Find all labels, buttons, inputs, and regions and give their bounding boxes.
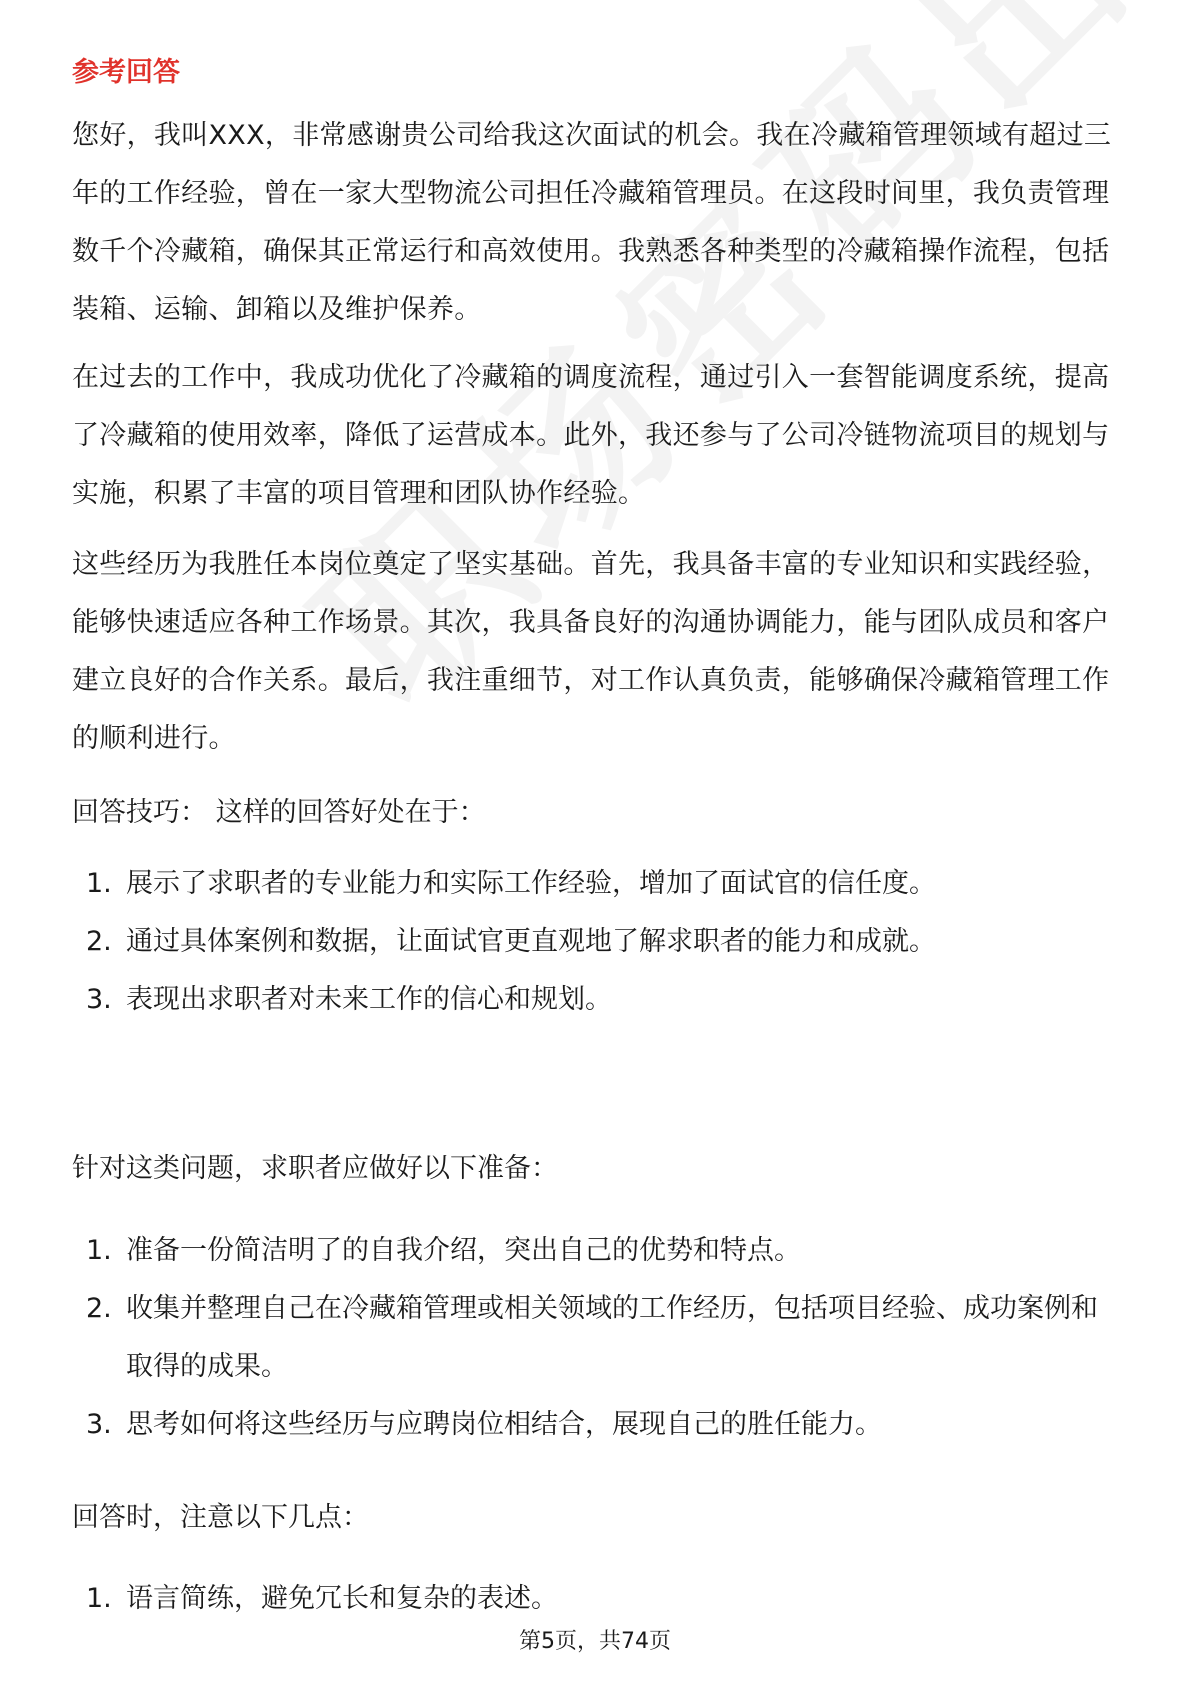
list-item bbox=[86, 1396, 1118, 1454]
list-text: 收集并整理自己在冷藏箱管理或相关领域的工作经历，包括项目经验、成功案例和取得的成果。 bbox=[126, 1293, 1098, 1382]
list-number: 1. bbox=[86, 1583, 112, 1614]
list-item bbox=[86, 913, 1118, 971]
list-text: 思考如何将这些经历与应聘岗位相结合，展现自己的胜任能力。 bbox=[126, 1409, 882, 1440]
answer-paragraph-3: 这些经历为我胜任本岗位奠定了坚实基础。首先，我具备丰富的专业知识和实践经验，能够快速适应各种工作场景。其次，我具备良好的沟通协调能力，能与团队成员和客户建立良好的合作关系。最后，我注重细节，对工作认真负责，能够确保冷藏箱管理工作的顺利进行。 bbox=[72, 549, 1110, 754]
list-item bbox=[86, 1222, 1118, 1280]
section-heading: 参考回答 bbox=[72, 57, 180, 88]
list-text: 准备一份简洁明了的自我介绍，突出自己的优势和特点。 bbox=[126, 1235, 801, 1266]
answer-paragraph-1: 您好，我叫XXX，非常感谢贵公司给我这次面试的机会。我在冷藏箱管理领域有超过三年的工作经验，曾在一家大型物流公司担任冷藏箱管理员。在这段时间里，我负责管理数千个冷藏箱，确保其正常运行和高效使用。我熟悉各种类型的冷藏箱操作流程，包括装箱、运输、卸箱以及维护保养。 bbox=[72, 120, 1112, 325]
list-text: 通过具体案例和数据，让面试官更直观地了解求职者的能力和成就。 bbox=[126, 926, 936, 957]
list-item bbox=[86, 971, 1118, 1029]
answer-paragraph-2: 在过去的工作中，我成功优化了冷藏箱的调度流程，通过引入一套智能调度系统，提高了冷藏箱的使用效率，降低了运营成本。此外，我还参与了公司冷链物流项目的规划与实施，积累了丰富的项目管理和团队协作经验。 bbox=[72, 362, 1110, 509]
list-item bbox=[86, 1570, 1118, 1628]
tips-intro: 回答技巧： 这样的回答好处在于： bbox=[72, 797, 486, 828]
list-item bbox=[86, 855, 1118, 913]
list-number: 2. bbox=[86, 1293, 112, 1324]
list-number: 3. bbox=[86, 984, 112, 1015]
list-text: 语言简练，避免冗长和复杂的表述。 bbox=[126, 1583, 558, 1614]
list-text: 展示了求职者的专业能力和实际工作经验，增加了面试官的信任度。 bbox=[126, 868, 936, 899]
prep-intro: 针对这类问题，求职者应做好以下准备： bbox=[72, 1153, 558, 1184]
notes-intro: 回答时，注意以下几点： bbox=[72, 1502, 369, 1533]
list-number: 1. bbox=[86, 868, 112, 899]
list-text: 表现出求职者对未来工作的信心和规划。 bbox=[126, 984, 612, 1015]
list-number: 1. bbox=[86, 1235, 112, 1266]
list-number: 2. bbox=[86, 926, 112, 957]
list-number: 3. bbox=[86, 1409, 112, 1440]
list-item bbox=[86, 1280, 1118, 1396]
page-number: 第5页，共74页 bbox=[519, 1629, 671, 1654]
